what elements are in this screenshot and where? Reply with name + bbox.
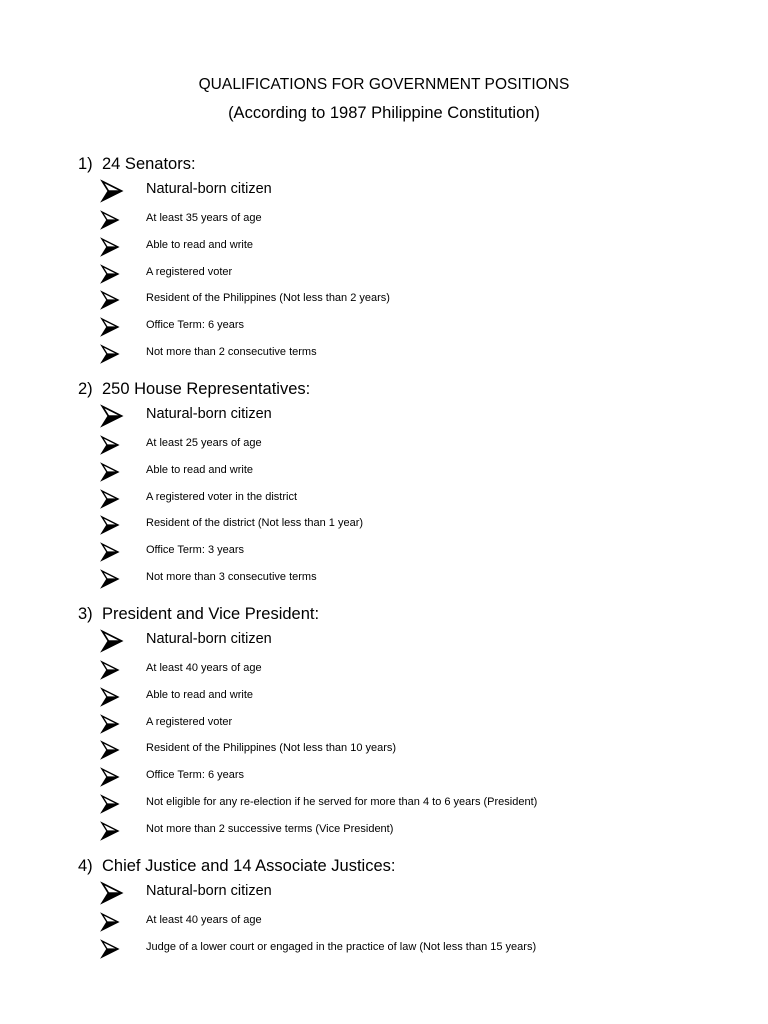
qualification-item	[100, 237, 740, 261]
document-subtitle: (According to 1987 Philippine Constitution)	[228, 104, 540, 122]
qualification-item	[100, 629, 740, 653]
qualification-item	[100, 542, 740, 566]
qualification-text: Natural-born citizen	[146, 883, 272, 899]
arrowhead-bullet-icon	[100, 569, 120, 589]
arrowhead-bullet-icon	[100, 821, 120, 841]
qualification-text: Resident of the district (Not less than 1 year)	[146, 517, 364, 530]
section-number: 1)	[78, 155, 93, 173]
arrowhead-bullet-icon	[100, 317, 120, 337]
qualification-item	[100, 687, 740, 711]
arrowhead-bullet-icon	[100, 237, 120, 257]
qualification-item	[100, 489, 740, 513]
qualification-item	[100, 317, 740, 341]
qualification-text: Office Term: 3 years	[146, 544, 245, 557]
section-number: 2)	[78, 380, 93, 398]
qualification-item	[100, 210, 740, 234]
qualification-item	[100, 290, 740, 314]
qualification-item	[100, 264, 740, 288]
qualification-text: At least 40 years of age	[146, 662, 262, 674]
qualification-text: Not more than 3 consecutive terms	[146, 571, 317, 583]
qualification-text: Natural-born citizen	[146, 406, 272, 422]
qualification-item	[100, 179, 740, 203]
qualification-text: Able to read and write	[146, 688, 254, 701]
arrowhead-bullet-icon	[100, 344, 120, 364]
qualification-item	[100, 881, 740, 905]
section-heading-text: President and Vice President:	[102, 605, 320, 623]
qualification-text: At least 35 years of age	[146, 212, 262, 224]
section-heading	[78, 155, 196, 174]
qualification-text: Not eligible for any re-election if he served for more than 4 to 6 years (President)	[146, 796, 538, 808]
section-heading	[78, 380, 310, 399]
qualification-item	[100, 462, 740, 486]
section-heading-text: 24 Senators:	[102, 155, 196, 173]
qualification-item	[100, 404, 740, 428]
qualification-item	[100, 821, 740, 845]
qualification-text: Not more than 2 consecutive terms	[146, 346, 317, 358]
arrowhead-bullet-icon	[100, 210, 120, 230]
qualification-item	[100, 714, 740, 738]
section-heading-text: Chief Justice and 14 Associate Justices:	[102, 857, 396, 875]
qualification-text: Resident of the Philippines (Not less than 2 years)	[146, 292, 390, 305]
arrowhead-bullet-icon	[100, 462, 120, 482]
qualification-text: At least 25 years of age	[146, 437, 262, 449]
qualification-text: A registered voter	[146, 265, 233, 278]
qualification-text: Office Term: 6 years	[146, 769, 245, 782]
section-number: 3)	[78, 605, 93, 623]
arrowhead-bullet-icon	[100, 794, 120, 814]
qualification-text: A registered voter in the district	[146, 490, 298, 503]
arrowhead-bullet-icon	[100, 660, 120, 680]
arrowhead-bullet-icon	[100, 179, 124, 203]
qualification-item	[100, 660, 740, 684]
arrowhead-bullet-icon	[100, 489, 120, 509]
arrowhead-bullet-icon	[100, 740, 120, 760]
arrowhead-bullet-icon	[100, 264, 120, 284]
arrowhead-bullet-icon	[100, 912, 120, 932]
arrowhead-bullet-icon	[100, 767, 120, 787]
section-number: 4)	[78, 857, 93, 875]
section-heading	[78, 857, 396, 876]
arrowhead-bullet-icon	[100, 404, 124, 428]
arrowhead-bullet-icon	[100, 290, 120, 310]
qualification-text: Not more than 2 successive terms (Vice President)	[146, 822, 394, 835]
arrowhead-bullet-icon	[100, 515, 120, 535]
qualification-item	[100, 740, 740, 764]
arrowhead-bullet-icon	[100, 687, 120, 707]
qualification-item	[100, 344, 740, 368]
qualification-item	[100, 435, 740, 459]
arrowhead-bullet-icon	[100, 435, 120, 455]
qualification-item	[100, 939, 740, 963]
qualification-item	[100, 767, 740, 791]
arrowhead-bullet-icon	[100, 542, 120, 562]
arrowhead-bullet-icon	[100, 714, 120, 734]
qualification-text: Judge of a lower court or engaged in the practice of law (Not less than 15 years)	[146, 940, 537, 953]
arrowhead-bullet-icon	[100, 939, 120, 959]
qualification-text: Able to read and write	[146, 463, 254, 476]
qualification-item	[100, 515, 740, 539]
qualification-text: Office Term: 6 years	[146, 319, 245, 332]
section-heading-text: 250 House Representatives:	[102, 380, 311, 398]
qualification-item	[100, 912, 740, 936]
arrowhead-bullet-icon	[100, 881, 124, 905]
document-title: QUALIFICATIONS FOR GOVERNMENT POSITIONS	[198, 76, 570, 93]
qualification-item	[100, 794, 740, 818]
arrowhead-bullet-icon	[100, 629, 124, 653]
qualification-text: Natural-born citizen	[146, 631, 272, 647]
qualification-text: A registered voter	[146, 715, 233, 728]
qualification-item	[100, 569, 740, 593]
qualification-text: Natural-born citizen	[146, 181, 272, 197]
qualification-text: At least 40 years of age	[146, 914, 262, 926]
qualification-text: Resident of the Philippines (Not less than 10 years)	[146, 742, 397, 755]
section-heading	[78, 605, 319, 624]
qualification-text: Able to read and write	[146, 238, 254, 251]
